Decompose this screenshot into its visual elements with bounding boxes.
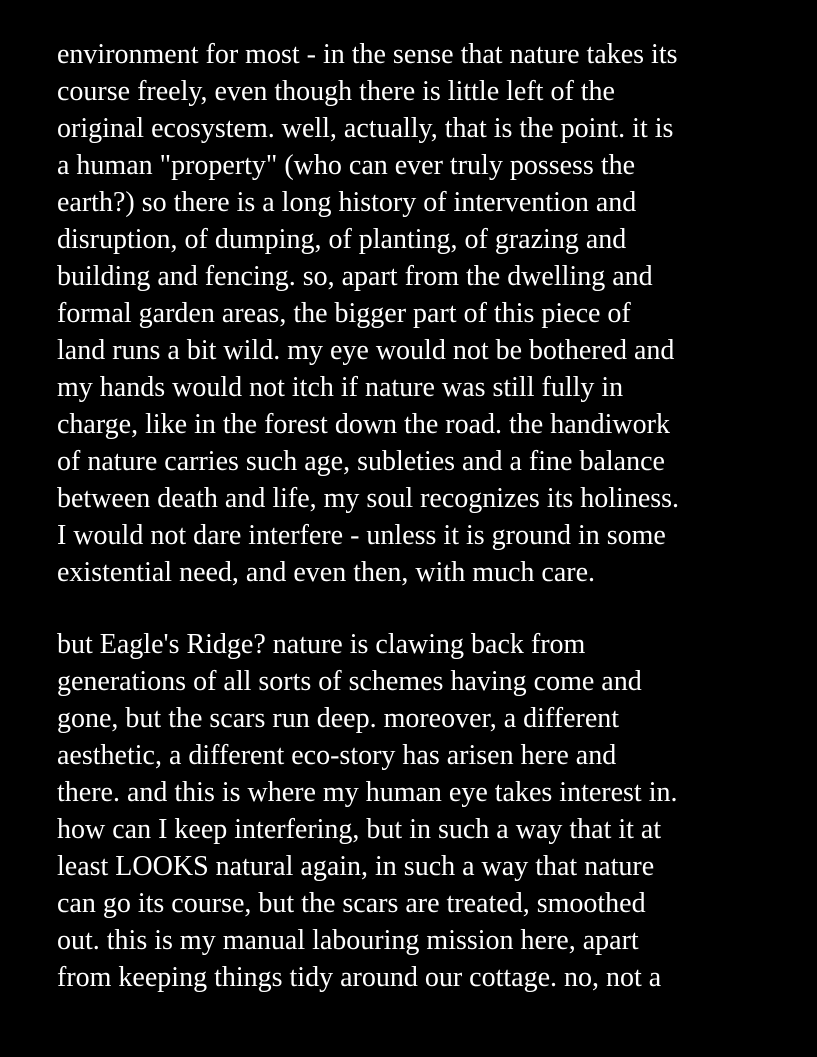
text-line: land runs a bit wild. my eye would not be bothered and (57, 335, 675, 366)
document-page (57, 36, 807, 996)
text-line: but Eagle's Ridge? nature is clawing back from (57, 629, 586, 660)
text-line: from keeping things tidy around our cottage. no, not a (57, 962, 662, 993)
text-line: out. this is my manual labouring mission here, apart (57, 925, 639, 956)
paragraph-1 (57, 36, 807, 591)
text-line: my hands would not itch if nature was still fully in (57, 372, 624, 403)
text-line: a human "property" (who can ever truly possess the (57, 150, 636, 181)
text-line: earth?) so there is a long history of intervention and (57, 187, 637, 218)
text-line: between death and life, my soul recognizes its holiness. (57, 483, 680, 514)
paragraph-2 (57, 626, 807, 996)
text-line: charge, like in the forest down the road. the handiwork (57, 409, 670, 440)
text-line: disruption, of dumping, of planting, of grazing and (57, 224, 627, 255)
text-line: formal garden areas, the bigger part of this piece of (57, 298, 631, 329)
text-line: generations of all sorts of schemes having come and (57, 666, 642, 697)
text-line: can go its course, but the scars are treated, smoothed (57, 888, 646, 919)
text-line: there. and this is where my human eye takes interest in. (57, 777, 678, 808)
text-line: how can I keep interfering, but in such a way that it at (57, 814, 662, 845)
text-line: building and fencing. so, apart from the dwelling and (57, 261, 653, 292)
paragraph-gap (57, 591, 807, 626)
text-line: original ecosystem. well, actually, that is the point. it is (57, 113, 674, 144)
text-line: of nature carries such age, subleties and a fine balance (57, 446, 665, 477)
text-line: least LOOKS natural again, in such a way that nature (57, 851, 655, 882)
text-line: existential need, and even then, with much care. (57, 557, 596, 588)
text-line: environment for most - in the sense that nature takes its (57, 39, 678, 70)
text-line: course freely, even though there is little left of the (57, 76, 615, 107)
text-line: I would not dare interfere - unless it is ground in some (57, 520, 666, 551)
text-line: gone, but the scars run deep. moreover, a different (57, 703, 620, 734)
text-line: aesthetic, a different eco-story has arisen here and (57, 740, 617, 771)
